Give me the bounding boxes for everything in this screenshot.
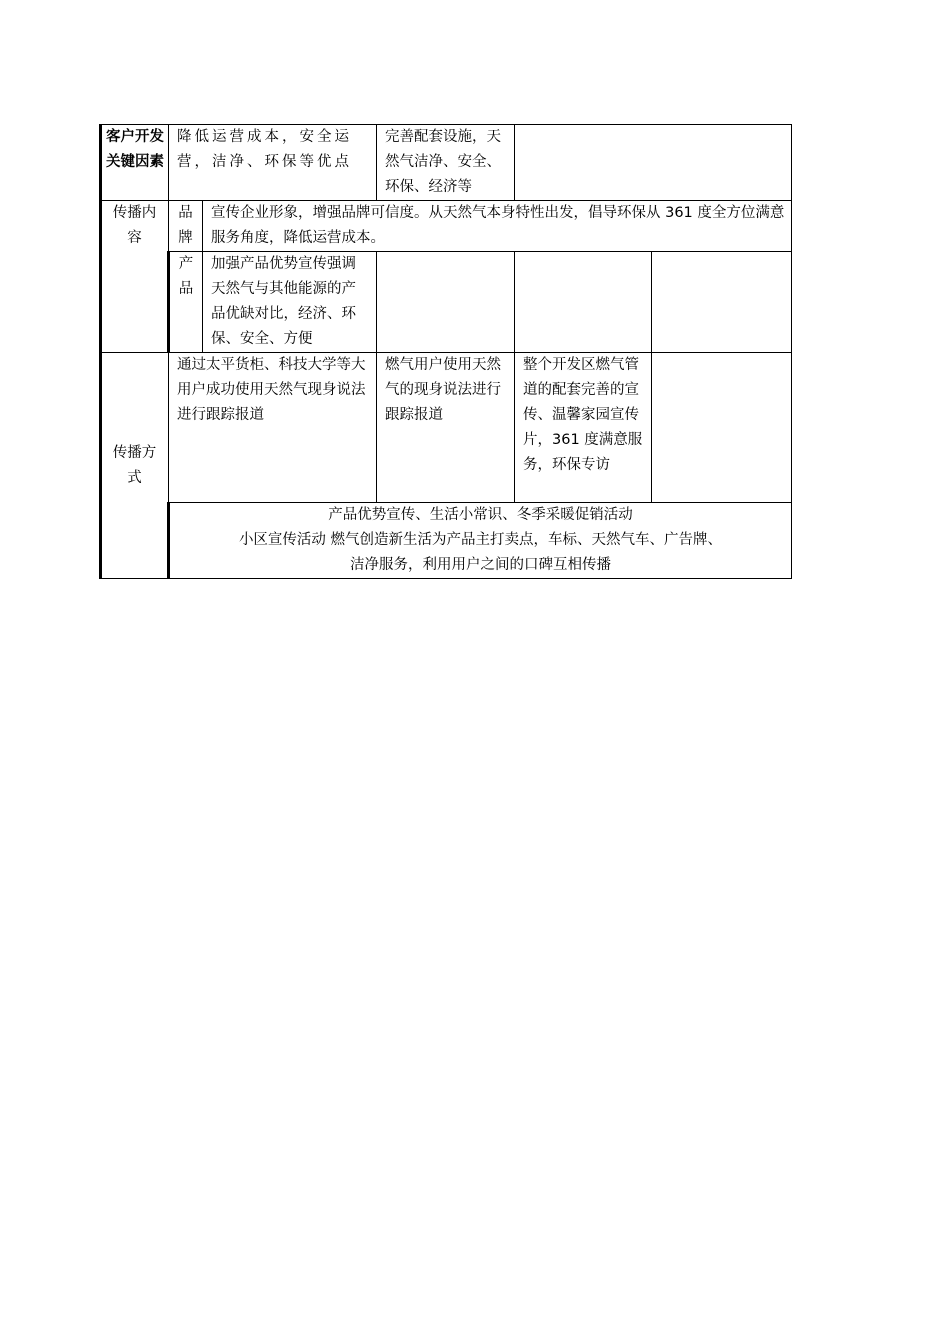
sub-label-product: 产品	[169, 252, 203, 353]
method-bottom-cell	[169, 503, 792, 579]
table-row-method-bottom	[101, 503, 792, 579]
key-factors-cell-1: 降低运营成本，安全运营，洁净、环保等优点	[169, 125, 377, 201]
method-cell-1: 通过太平货柜、科技大学等大用户成功使用天然气现身说法进行跟踪报道	[169, 353, 377, 503]
product-empty-cell-1	[377, 252, 515, 353]
method-cell-2: 燃气用户使用天然气的现身说法进行跟踪报道	[377, 353, 515, 503]
brand-content-cell: 宣传企业形象，增强品牌可信度。从天然气本身特性出发，倡导环保从 361 度全方位满意服务角度，降低运营成本。	[203, 201, 792, 252]
row-label-content: 传播内容	[101, 201, 169, 353]
method-bottom-line-2: 小区宣传活动 燃气创造新生活为产品主打卖点，车标、天然气车、广告牌、	[238, 532, 723, 548]
table-row-content-brand	[101, 201, 792, 252]
row-label-method: 传播方式	[101, 353, 169, 579]
method-cell-empty	[652, 353, 792, 503]
table-row-key-factors	[101, 125, 792, 201]
sub-label-brand: 品牌	[169, 201, 203, 252]
method-bottom-line-3: 洁净服务，利用用户之间的口碑互相传播	[350, 557, 611, 573]
product-content-cell: 加强产品优势宣传强调天然气与其他能源的产品优缺对比，经济、环保、安全、方便	[203, 252, 377, 353]
key-factors-cell-2: 完善配套设施，天然气洁净、安全、环保、经济等	[377, 125, 515, 201]
key-factors-cell-empty	[515, 125, 792, 201]
row-label-key-factors: 客户开发关键因素	[101, 125, 169, 201]
table-row-content-product	[101, 252, 792, 353]
product-empty-cell-3	[652, 252, 792, 353]
table-row-method	[101, 353, 792, 503]
product-empty-cell-2	[515, 252, 652, 353]
method-bottom-line-1: 产品优势宣传、生活小常识、冬季采暖促销活动	[328, 507, 633, 523]
communication-plan-table	[99, 124, 792, 579]
method-cell-3: 整个开发区燃气管道的配套完善的宣传、温馨家园宣传片，361 度满意服务，环保专访	[515, 353, 652, 503]
